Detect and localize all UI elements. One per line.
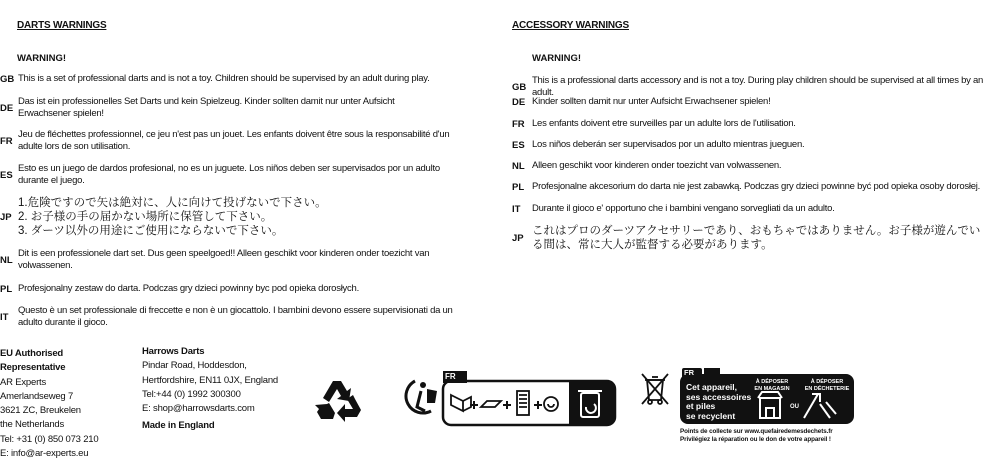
darts-warning-de (0, 96, 448, 120)
lang-code: JP (512, 232, 524, 244)
jp-line-3: 3. ダーツ以外の用途にご使用にならないで下さい。 (18, 225, 284, 237)
dump-label-top: À DÉPOSER (810, 379, 844, 385)
warning-text: Dit is een professionele dart set. Dus geen speelgoed!! Alleen geschikt voor kinderen onder toezicht van volwassenen. (18, 248, 430, 271)
darts-warning-nl (0, 248, 438, 272)
crossed-bin-icon (640, 372, 670, 406)
eu-rep-line: Tel: +31 (0) 850 073 210 (0, 433, 99, 445)
store-label (752, 379, 792, 392)
or-label: OU (790, 404, 799, 410)
eu-rep-line: Amerlandseweg 7 (0, 390, 74, 402)
darts-warning-gb (0, 73, 468, 85)
accessory-warnings-title: ACCESSORY WARNINGS (512, 20, 629, 31)
warning-text: Kinder sollten damit nur unter Aufsicht Erwachsener spielen! (532, 96, 771, 107)
darts-warning-pl (0, 283, 468, 295)
address-line: Tel:+44 (0) 1992 300300 (142, 388, 241, 400)
store-label-top: À DÉPOSER (755, 379, 789, 385)
eu-rep-line: E: info@ar-experts.eu (0, 448, 89, 460)
fr-badge-text (686, 383, 751, 421)
lang-code: IT (512, 203, 521, 215)
manufacturer-name: Harrows Darts (142, 346, 205, 357)
store-label-bottom: EN MAGASIN (754, 385, 790, 392)
triman-graphic (401, 367, 619, 429)
lang-code: PL (512, 181, 525, 193)
fr-badge-code: FR (684, 368, 694, 377)
eu-representative (0, 347, 130, 461)
address-line: Pindar Road, Hoddesdon, (142, 360, 247, 372)
dump-label-bottom: EN DÉCHETERIE (804, 385, 850, 392)
accessory-warning-heading: WARNING! (532, 53, 582, 64)
warning-text: Esto es un juego de dardos profesional, no es un juguete. Los niños deben ser supervisados por un adulto durante el juego. (18, 163, 440, 186)
warning-text: Jeu de fléchettes professionnel, ce jeu n'est pas un jouet. Les enfants doivent être sous la responsabilité d'un adulte lors de son utilisation. (18, 129, 450, 152)
dump-label (800, 379, 854, 392)
accessory-warning-fr (512, 118, 987, 130)
accessory-warning-it (512, 203, 987, 215)
made-in: Made in England (142, 420, 215, 432)
lang-code: FR (0, 135, 13, 147)
lang-code: GB (512, 81, 527, 93)
darts-warning-fr (0, 129, 463, 153)
warning-text: Los niños deberán ser supervisados por un adulto mientras jueguen. (532, 139, 805, 150)
warning-text: Les enfants doivent etre surveilles par un adulte lors de l'utilisation. (532, 118, 796, 129)
darts-warning-jp (0, 196, 468, 238)
eu-rep-line: 3621 ZC, Breukelen (0, 405, 81, 417)
jp-line-2: 2. お子様の手の届かない場所に保管して下さい。 (18, 211, 273, 223)
eu-rep-line: the Netherlands (0, 419, 65, 431)
fr-badge-footer (680, 428, 833, 444)
triman-fr-badge: FR (445, 372, 456, 381)
darts-warning-it (0, 305, 458, 329)
warning-text: Profesjonalne akcesorium do darta nie jest zabawką. Podczas gry dzieci powinne być pod opieka osoby dorosłej. (532, 181, 981, 192)
lang-code: PL (0, 283, 13, 295)
lang-code: FR (512, 118, 525, 130)
triman-sorting-info (401, 367, 619, 429)
fr-badge-line: et piles (686, 401, 716, 411)
darts-warning-es (0, 163, 458, 187)
accessory-warning-pl (512, 181, 987, 193)
accessory-warning-de (512, 96, 987, 108)
lang-code: NL (0, 254, 13, 266)
accessory-warning-es (512, 139, 987, 151)
lang-code: NL (512, 160, 525, 172)
warning-text: This is a professional darts accessory and is not a toy. During play children should be supervised at all times by an adult. (532, 75, 984, 98)
lang-code: DE (512, 96, 526, 108)
lang-code: ES (0, 169, 13, 181)
warning-text: Alleen geschikt voor kinderen onder toezicht van volwassenen. (532, 160, 782, 171)
eu-rep-title-1: EU Authorised (0, 348, 64, 359)
lang-code: GB (0, 73, 15, 85)
warning-text: Durante il gioco e' opportuno che i bambini vengano sorvegliati da un adulto. (532, 203, 835, 214)
darts-warning-heading: WARNING! (17, 53, 67, 64)
warning-text: Questo è un set professionale di freccette e non è un giocattolo. I bambini devono essere supervisionati da un adulto durante il gioco. (18, 305, 453, 328)
repair-text: Privilégiez la réparation ou le don de votre appareil ! (680, 436, 831, 443)
fr-recycling-badge (678, 364, 858, 452)
darts-warnings-title: DARTS WARNINGS (17, 20, 107, 31)
eu-rep-line: AR Experts (0, 376, 47, 388)
manufacturer-address (142, 345, 302, 434)
lang-code: IT (0, 311, 9, 323)
recycle-icon (313, 377, 369, 427)
warning-text: This is a set of professional darts and is not a toy. Children should be supervised by an adult during play. (18, 73, 430, 84)
address-line: E: shop@harrowsdarts.com (142, 403, 255, 415)
fr-badge-line: Cet appareil, (686, 382, 738, 392)
accessory-warning-jp (512, 224, 987, 252)
fr-badge-line: se recyclent (686, 410, 736, 421)
address-line: Hertfordshire, EN11 0JX, England (142, 374, 278, 386)
fr-badge-line: ses accessoires (686, 391, 752, 402)
accessory-warning-nl (512, 160, 987, 172)
warning-text: Das ist ein professionelles Set Darts und kein Spielzeug. Kinder sollten damit nur unter Aufsicht Erwachsener spielen! (18, 96, 395, 119)
jp-line-1: 1.危険ですので矢は絶対に、人に向けて投げないで下さい。 (18, 197, 327, 209)
collection-points-text: Points de collecte sur www.quefairedemesdechets.fr (680, 428, 833, 435)
eu-rep-title-2: Representative (0, 362, 66, 374)
warning-text: Profesjonalny zestaw do darta. Podczas gry dzieci powinny byc pod opieka dorosłych. (18, 283, 359, 294)
lang-code: ES (512, 139, 525, 151)
lang-code: JP (0, 211, 12, 223)
warning-text: これはプロのダーツアクセサリーであり、おもちゃではありません。お子様が遊んでいる間は、常に大人が監督する必要があります。 (532, 225, 981, 251)
warning-text (18, 196, 468, 238)
lang-code: DE (0, 102, 14, 114)
